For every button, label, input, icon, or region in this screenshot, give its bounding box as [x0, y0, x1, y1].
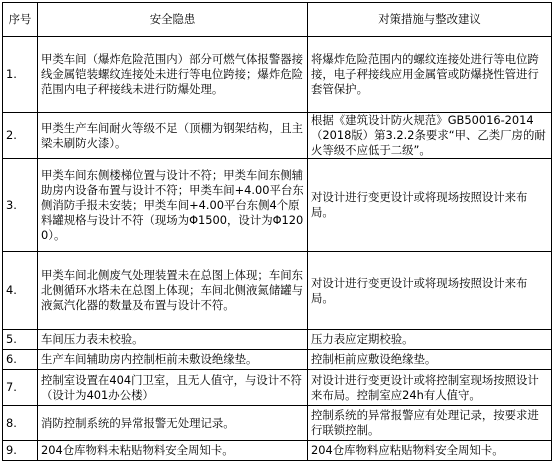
row-number: 8.	[3, 406, 38, 441]
table-row	[3, 370, 552, 406]
table-row	[3, 406, 552, 441]
row-measure: 204仓库物料应粘贴物料安全周知卡。	[308, 441, 552, 461]
row-measure: 对设计进行变更设计或将控制室现场按照设计来布局。控制室应24h有人值守。	[308, 370, 552, 406]
table-row	[3, 252, 552, 330]
hazard-rectification-table	[2, 2, 552, 461]
table-row	[3, 159, 552, 252]
row-risk: 甲类车间北侧废气处理装置未在总图上体现；车间东北侧循环水塔未在总图上体现；车间北侧液氮储罐与液氮汽化器的数量及布置与设计不符。	[38, 252, 308, 330]
header-no: 序号	[3, 3, 38, 37]
row-measure: 压力表应定期校验。	[308, 330, 552, 350]
row-risk: 车间压力表未校验。	[38, 330, 308, 350]
table-row	[3, 441, 552, 461]
row-risk: 甲类车间（爆炸危险范围内）部分可燃气体报警器接线金属铠装螺纹连接处未进行等电位跨接；爆炸危险范围内电子秤接线未进行防爆处理。	[38, 37, 308, 113]
row-risk: 消防控制系统的异常报警无处理记录。	[38, 406, 308, 441]
row-risk: 204仓库物料未粘贴物料安全周知卡。	[38, 441, 308, 461]
header-risk: 安全隐患	[38, 3, 308, 37]
row-risk: 生产车间辅助房内控制柜前未敷设绝缘垫。	[38, 350, 308, 370]
row-number: 4.	[3, 252, 38, 330]
row-measure: 根据《建筑设计防火规范》GB50016-2014（2018版）第3.2.2条要求“甲、乙类厂房的耐火等级不应低于二级”。	[308, 113, 552, 159]
table-row	[3, 330, 552, 350]
row-risk: 控制室设置在404门卫室，且无人值守，与设计不符（设计为401办公楼）	[38, 370, 308, 406]
row-measure: 将爆炸危险范围内的螺纹连接处进行等电位跨接，电子秤接线应用金属管或防爆挠性管进行套管保护。	[308, 37, 552, 113]
row-number: 2.	[3, 113, 38, 159]
row-measure: 对设计进行变更设计或将现场按照设计来布局。	[308, 252, 552, 330]
row-number: 7.	[3, 370, 38, 406]
row-number: 9.	[3, 441, 38, 461]
row-number: 5.	[3, 330, 38, 350]
table-row	[3, 113, 552, 159]
row-number: 1.	[3, 37, 38, 113]
row-measure: 对设计进行变更设计或将现场按照设计来布局。	[308, 159, 552, 252]
table-row	[3, 37, 552, 113]
row-number: 6.	[3, 350, 38, 370]
table-row	[3, 350, 552, 370]
header-measure: 对策措施与整改建议	[308, 3, 552, 37]
row-risk: 甲类车间东侧楼梯位置与设计不符；甲类车间东侧辅助房内设备布置与设计不符；甲类车间+4.00平台东侧消防手报未安装；甲类车间+4.00平台东侧4个原料罐规格与设计不符（现场为Φ1500，设计为Φ1200）。	[38, 159, 308, 252]
table-header-row	[3, 3, 552, 37]
row-number: 3.	[3, 159, 38, 252]
row-risk: 甲类生产车间耐火等级不足（顶棚为钢架结构，且主梁未刷防火漆）。	[38, 113, 308, 159]
row-measure: 控制柜前应敷设绝缘垫。	[308, 350, 552, 370]
row-measure: 控制系统的异常报警应有处理记录，按要求进行联锁控制。	[308, 406, 552, 441]
